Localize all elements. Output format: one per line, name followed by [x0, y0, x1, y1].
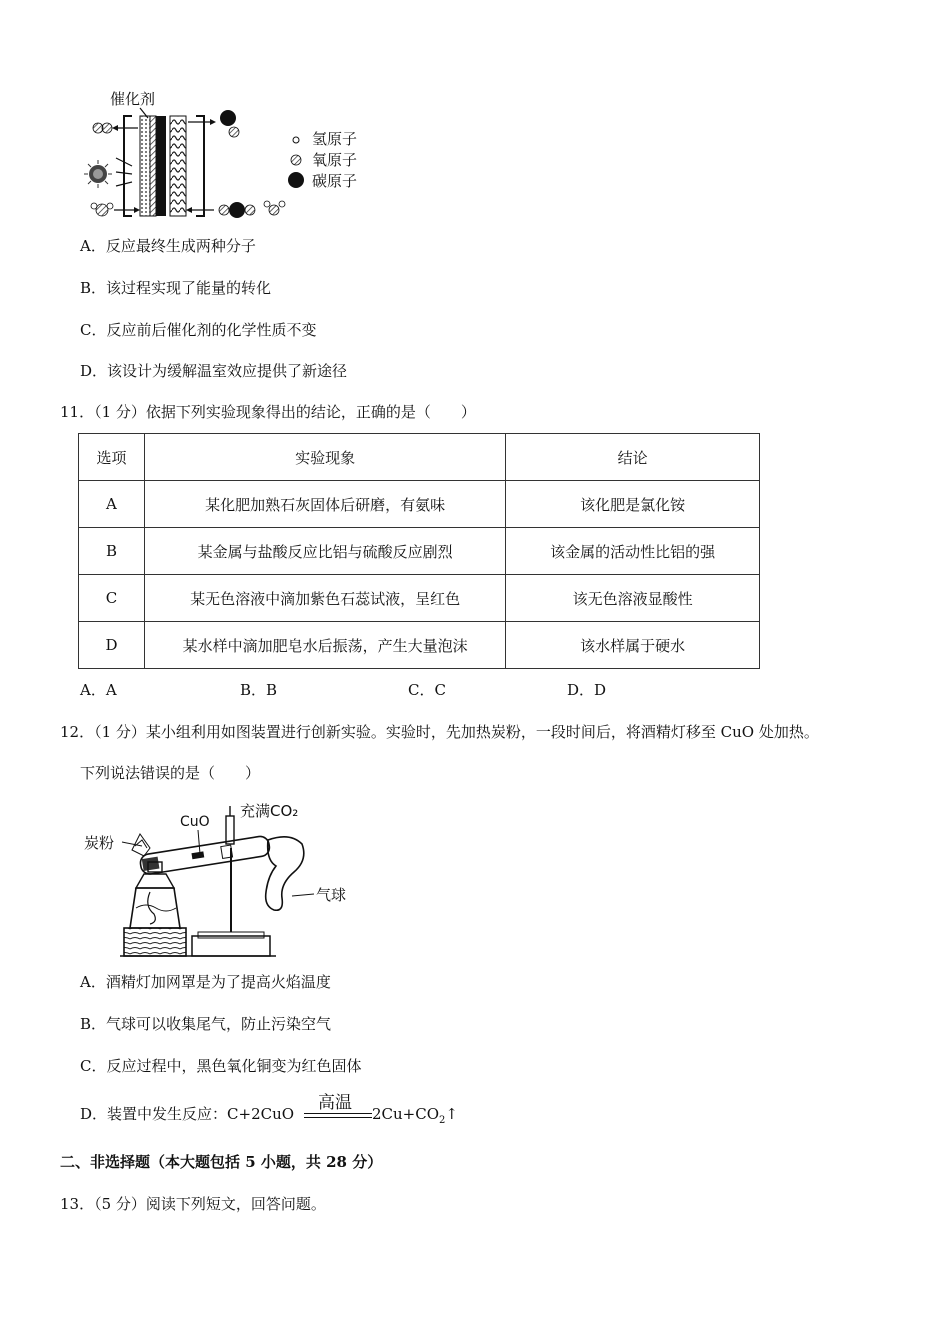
- product-text: 2Cu+CO: [372, 1105, 440, 1123]
- table-cell: 某化肥加熟石灰固体后研磨，有氨味: [144, 481, 505, 528]
- gas-arrow: ↑: [445, 1105, 458, 1123]
- black-circle-icon: [288, 172, 304, 188]
- sun-icon: [84, 160, 112, 188]
- catalyst-diagram: [84, 86, 384, 226]
- table-cell: 该金属的活动性比铝的强: [506, 528, 760, 575]
- q12-option-a[interactable]: A．酒精灯加网罩是为了提高火焰温度: [80, 973, 331, 991]
- q11-option-c[interactable]: C．C: [408, 681, 446, 699]
- apparatus-diagram: [80, 796, 370, 960]
- table-row: [79, 575, 760, 622]
- table-cell: C: [79, 575, 145, 622]
- table-row: [79, 528, 760, 575]
- table-cell: 该化肥是氯化铵: [506, 481, 760, 528]
- catalyst-label: 催化剂: [110, 90, 156, 108]
- legend-carbon: 碳原子: [312, 172, 358, 190]
- table-cell: D: [79, 622, 145, 669]
- label-carbon: 炭粉: [84, 834, 115, 852]
- reaction-equals-line: [304, 1117, 372, 1118]
- q12-stem-line1: 12．（1 分）某小组利用如图装置进行创新实验。实验时，先加热炭粉，一段时间后，将酒精灯移至 CuO 处加热。: [60, 723, 819, 741]
- table-cell: B: [79, 528, 145, 575]
- reaction-condition: 高温: [318, 1093, 352, 1113]
- q12-stem-line2: 下列说法错误的是（ ）: [80, 764, 261, 782]
- q11-option-d[interactable]: D．D: [567, 681, 607, 699]
- table-cell: 该无色溶液显酸性: [506, 575, 760, 622]
- product-subscript: 2: [439, 1115, 446, 1126]
- table-header-cell: 实验现象: [144, 434, 505, 481]
- label-balloon: 气球: [316, 886, 347, 904]
- q12-option-b[interactable]: B．气球可以收集尾气，防止污染空气: [80, 1015, 332, 1033]
- q10-option-a[interactable]: A．反应最终生成两种分子: [80, 237, 256, 255]
- q10-option-c[interactable]: C．反应前后催化剂的化学性质不变: [80, 321, 317, 339]
- table-header-cell: 结论: [506, 434, 760, 481]
- q13-stem: 13．（5 分）阅读下列短文，回答问题。: [60, 1195, 326, 1213]
- q11-option-a[interactable]: A．A: [80, 681, 117, 699]
- legend-hydrogen: 氢原子: [312, 130, 358, 148]
- option-d-prefix: D．装置中发生反应：C+2CuO: [80, 1105, 295, 1123]
- table-cell: 某金属与盐酸反应比铝与硫酸反应剧烈: [144, 528, 505, 575]
- table-cell: 某水样中滴加肥皂水后振荡，产生大量泡沫: [144, 622, 505, 669]
- option-d-product: [372, 1104, 458, 1131]
- q10-option-b[interactable]: B．该过程实现了能量的转化: [80, 279, 272, 297]
- table-header-cell: 选项: [79, 434, 145, 481]
- label-co2: 充满CO₂: [240, 802, 299, 820]
- q12-option-c[interactable]: C．反应过程中，黑色氧化铜变为红色固体: [80, 1057, 362, 1075]
- q11-stem: 11．（1 分）依据下列实验现象得出的结论，正确的是（ ）: [60, 403, 476, 421]
- label-cuo: CuO: [180, 814, 210, 830]
- legend-oxygen: 氧原子: [312, 151, 358, 169]
- q11-table: [78, 433, 760, 669]
- table-cell: 该水样属于硬水: [506, 622, 760, 669]
- table-row: [79, 622, 760, 669]
- section-title: 二、非选择题（本大题包括 5 小题，共 28 分）: [60, 1153, 383, 1171]
- table-row: [79, 481, 760, 528]
- table-cell: 某无色溶液中滴加紫色石蕊试液，呈红色: [144, 575, 505, 622]
- q10-option-d[interactable]: D．该设计为缓解温室效应提供了新途径: [80, 362, 348, 380]
- table-cell: A: [79, 481, 145, 528]
- reaction-equals-line: [304, 1113, 372, 1114]
- q11-option-b[interactable]: B．B: [240, 681, 278, 699]
- table-header-row: [79, 434, 760, 481]
- q12-option-d[interactable]: [80, 1088, 500, 1128]
- small-circle-icon: [293, 137, 299, 143]
- hatched-circle-icon: [291, 155, 301, 165]
